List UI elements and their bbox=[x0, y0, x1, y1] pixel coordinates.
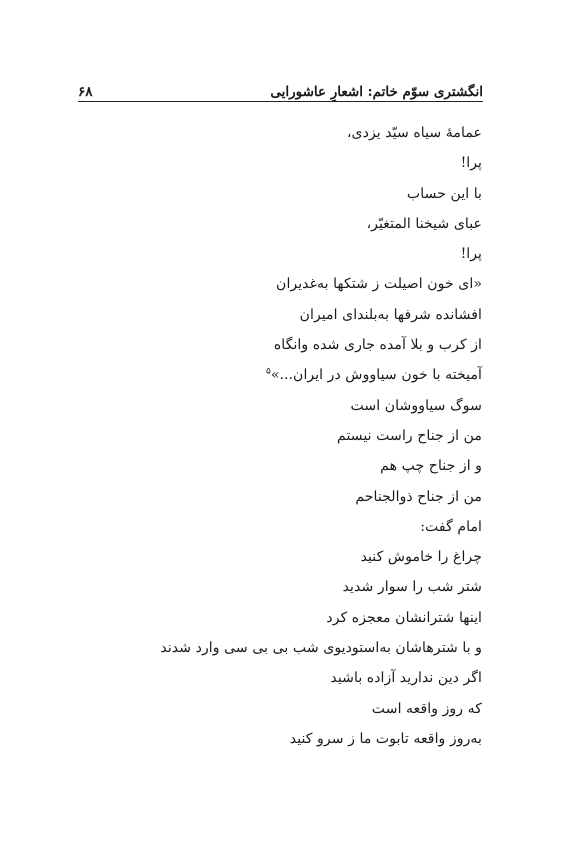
poem-body bbox=[60, 118, 482, 754]
page-number: ۶۸ bbox=[78, 84, 93, 100]
poem-line: من از جناح ذوالجناحم bbox=[355, 488, 482, 505]
poem-line: سوگ سیاووشان است bbox=[350, 397, 482, 414]
poem-line: شتر شب را سوار شدید bbox=[342, 579, 482, 596]
poem-line-with-footnote bbox=[60, 360, 482, 390]
poem-line: عبای شیخنا المتغیّر، bbox=[366, 215, 482, 232]
poem-line: و با شترهاشان به‌استودیوی شب بی بی سی وارد شدند bbox=[160, 640, 482, 657]
poem-line: پرا! bbox=[460, 246, 482, 263]
poem-line: «ای خون اصیلت ز شتکها به‌غدیران bbox=[276, 276, 482, 293]
running-title: انگشتری سوّم خاتم: اشعارِ عاشورایی bbox=[270, 84, 483, 100]
header-rule bbox=[78, 101, 483, 102]
poem-line: چراغ را خاموش کنید bbox=[360, 549, 482, 566]
poem-line: به‌روز واقعه تابوت ما ز سرو کنید bbox=[289, 730, 482, 747]
poem-line: و از جناح چپ هم bbox=[380, 458, 482, 475]
poem-line-text: آمیخته با خون سیاووش در ایران...» bbox=[270, 367, 482, 384]
poem-line: افشانده شرفها به‌بلندای امیران bbox=[299, 306, 482, 323]
poem-line: با این حساب bbox=[406, 185, 482, 202]
poem-line: من از جناح راست نیستم bbox=[337, 427, 482, 444]
poem-line: امام گفت: bbox=[420, 518, 482, 535]
poem-line: پرا! bbox=[460, 155, 482, 172]
poem-line: عمامهٔ سیاه سیّد یزدی، bbox=[346, 125, 482, 141]
poem-line: اگر دین ندارید آزاده باشید bbox=[330, 670, 482, 687]
poem-line: از کرب و بلا آمده جاری شده وانگاه bbox=[273, 337, 482, 354]
footnote-marker: ۵ bbox=[265, 366, 271, 377]
poem-line: که روز واقعه است bbox=[371, 700, 482, 717]
running-header bbox=[78, 74, 483, 100]
poem-line: اینها شترانشان معجزه کرد bbox=[326, 609, 482, 626]
